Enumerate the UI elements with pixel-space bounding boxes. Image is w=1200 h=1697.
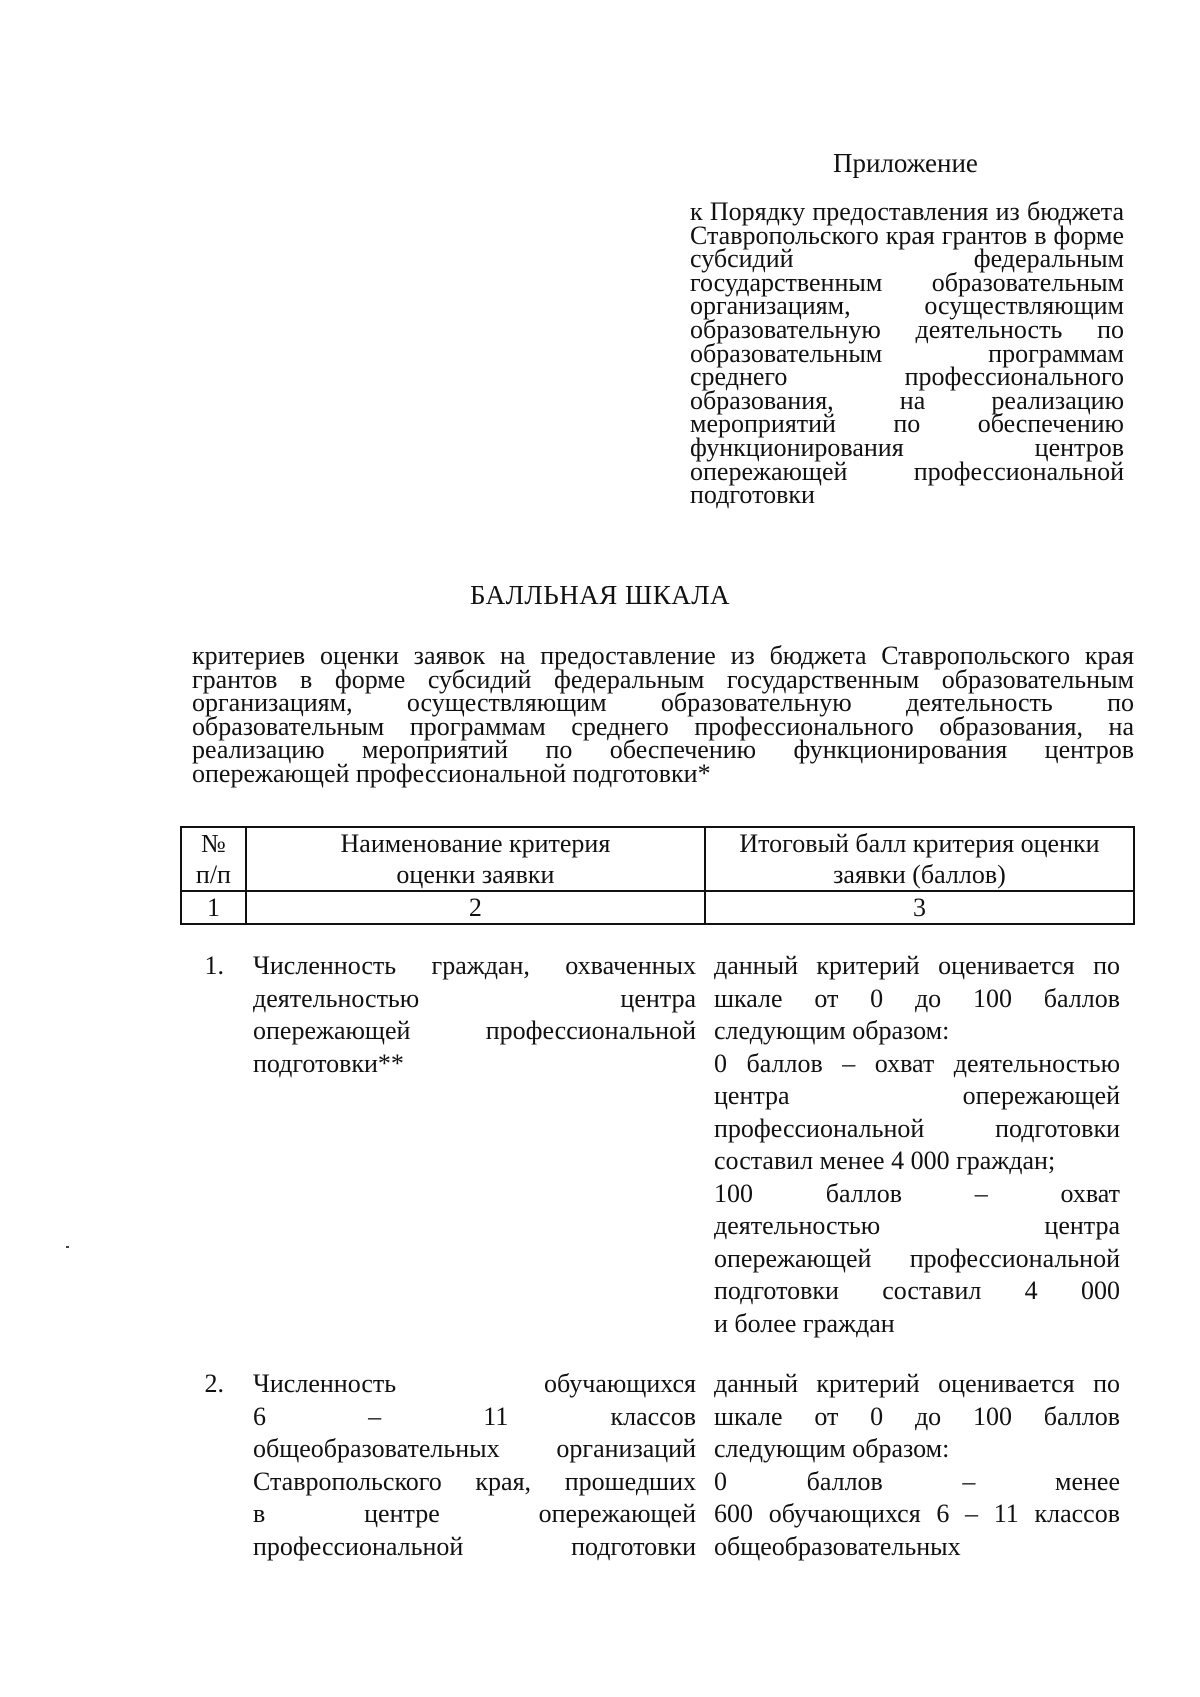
header-criterion: Наименование критерия оценки заявки <box>246 827 705 891</box>
document-subtitle: критериев оценки заявок на предоставление из бюджета Ставропольского края грантов в форме субсидий федеральным государственным образовательным организациям, осуществляющим образовательную деятельность по образовательным программам среднего профессионального образования, на реализацию мероприятий по обеспечению функционирования центров опережающей профессиональной подготовки* <box>192 641 1134 788</box>
column-number: 1 <box>181 891 246 924</box>
score-text: данный критерий оценивается по шкале от 0 до 100 баллов следующим образом: 0 баллов – охват деятельностью центра опережающей профессиональной подготовки составил менее 4 000 граждан; 100 баллов – охват деятельностью центра опережающей профессиональной подготовки составил 4 000 и более граждан <box>714 951 1120 1338</box>
column-number: 3 <box>705 891 1134 924</box>
column-number-row <box>181 891 1134 924</box>
appendix-text: к Порядку предоставления из бюджета Ставропольского края грантов в форме субсидий федеральным государственным образовательным организациям, осуществляющим образовательную деятельность по образовательным программам среднего профессионального образования, на реализацию мероприятий по обеспечению функционирования центров опережающей профессиональной подготовки <box>690 197 1124 510</box>
criteria-table-header <box>180 826 1135 925</box>
criterion-text: Численность обучающихся 6 – 11 классов общеобразовательных организаций Ставропольского края, прошедших в центре опережающей профессиональной подготовки <box>253 1369 696 1561</box>
row-number: 2. <box>204 1369 224 1398</box>
criterion-text: Численность граждан, охваченных деятельностью центра опережающей профессиональной подготовки** <box>253 951 696 1078</box>
header-score: Итоговый балл критерия оценки заявки (баллов) <box>705 827 1134 891</box>
score-text: данный критерий оценивается по шкале от 0 до 100 баллов следующим образом: 0 баллов – менее 600 обучающихся 6 – 11 классов общеобразовательных <box>714 1369 1120 1561</box>
header-num: № п/п <box>181 827 246 891</box>
header-row <box>181 827 1134 891</box>
column-number: 2 <box>246 891 705 924</box>
document-title: БАЛЛЬНАЯ ШКАЛА <box>469 580 731 610</box>
row-number: 1. <box>204 951 224 980</box>
scan-speck <box>66 1246 69 1248</box>
appendix-title: Приложение <box>833 148 978 178</box>
